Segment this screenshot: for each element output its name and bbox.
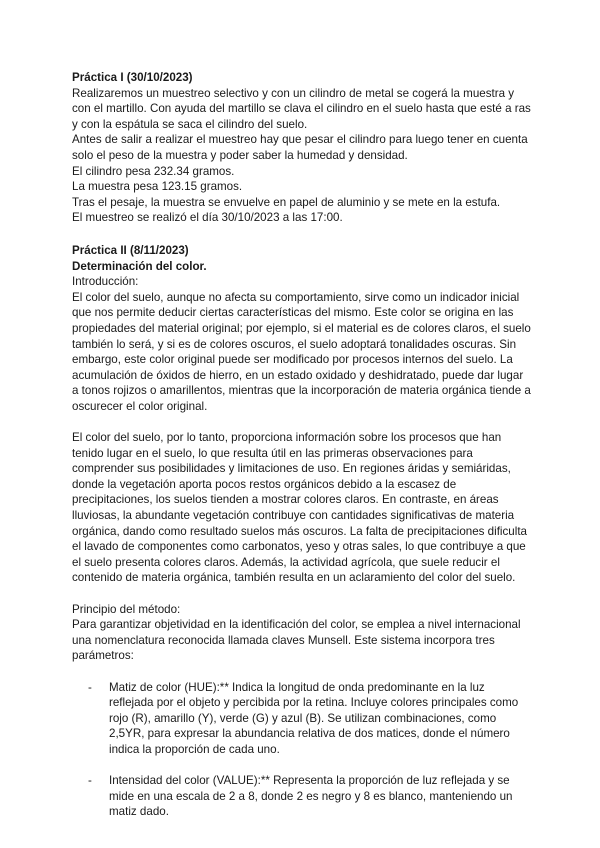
practica-1-line: El muestreo se realizó el día 30/10/2023 a las 17:00. <box>72 211 343 225</box>
practica-1-line: Antes de salir a realizar el muestreo hay que pesar el cilindro para luego tener en cuenta solo el peso de la muestra y poder saber la humedad y densidad. <box>72 133 528 162</box>
method-label: Principio del método: <box>72 602 181 616</box>
bullet-dash: - <box>88 680 92 694</box>
practica-1-line: El cilindro pesa 232.34 gramos. <box>72 164 235 178</box>
practica-1-title: Práctica I (30/10/2023) <box>72 71 193 84</box>
list-item <box>72 773 532 820</box>
practica-1-line: Tras el pesaje, la muestra se envuelve en papel de aluminio y se mete en la estufa. <box>72 195 501 209</box>
practica-2-title: Práctica II (8/11/2023) <box>72 243 189 257</box>
list-item-text: Intensidad del color (VALUE):** Representa la proporción de luz reflejada y se mide en una escala de 2 a 8, donde 2 es negro y 8 es blanco, manteniendo un matiz dado. <box>109 774 513 819</box>
practica-1-line: Realizaremos un muestreo selectivo y con un cilindro de metal se cogerá la muestra y con el martillo. Con ayuda del martillo se clava el cilindro en el suelo hasta que esté a ras y con la espátula se saca el cilindro del suelo. <box>72 86 531 131</box>
list-item-text: Matiz de color (HUE):** Indica la longitud de onda predominante en la luz reflejada por el objeto y percibida por la retina. Incluye colores principales como rojo (R), amarillo (Y), verde (G) y azul (B). Se utilizan combinaciones, como 2,5YR, para expresar la abundancia relativa de dos matices, donde el número indica la proporción de cada uno. <box>109 680 519 756</box>
method-text: Para garantizar objetividad en la identificación del color, se emplea a nivel internacional una nomenclatura reconocida llamada claves Munsell. Este sistema incorpora tres parámetros: <box>72 618 521 663</box>
document-page <box>72 70 532 820</box>
bullet-dash: - <box>88 774 92 788</box>
intro-paragraph-2: El color del suelo, por lo tanto, proporciona información sobre los procesos que han tenido lugar en el suelo, lo que resulta útil en las primeras observaciones para comprender sus posibilidades y limitaciones de uso. En regiones áridas y semiáridas, donde la vegetación aporta pocos restos orgánicos debido a la escasez de precipitaciones, los suelos tienden a mostrar colores claros. En contraste, en áreas lluviosas, la abundante vegetación contribuye con cantidades significativas de materia orgánica, dando como resultado suelos más oscuros. La falta de precipitaciones dificulta el lavado de componentes como carbonatos, yeso y otras sales, lo que contribuye a que el suelo presenta colores claros. Además, la actividad agrícola, que suele reducir el contenido de materia orgánica, también resulta en un aclaramiento del color del suelo. <box>72 431 527 585</box>
intro-label: Introducción: <box>72 275 139 289</box>
munsell-parameter-list <box>72 680 532 820</box>
intro-paragraph-1: El color del suelo, aunque no afecta su comportamiento, sirve como un indicador inicial que nos permite deducir ciertas características del mismo. Este color se origina en las propiedades del material original; por ejemplo, si el material es de colores claros, el suelo también lo será, y si es de colores oscuros, el suelo adoptará tonalidades oscuras. Sin embargo, este color original puede ser modificado por procesos internos del suelo. La acumulación de óxidos de hierro, en un estado oxidado y deshidratado, puede dar lugar a tonos rojizos o amarillentos, mientras que la incorporación de materia orgánica tiende a oscurecer el color original. <box>72 290 531 413</box>
practica-2-subtitle: Determinación del color. <box>72 259 207 273</box>
list-item <box>72 680 532 758</box>
practica-1-line: La muestra pesa 123.15 gramos. <box>72 180 243 194</box>
